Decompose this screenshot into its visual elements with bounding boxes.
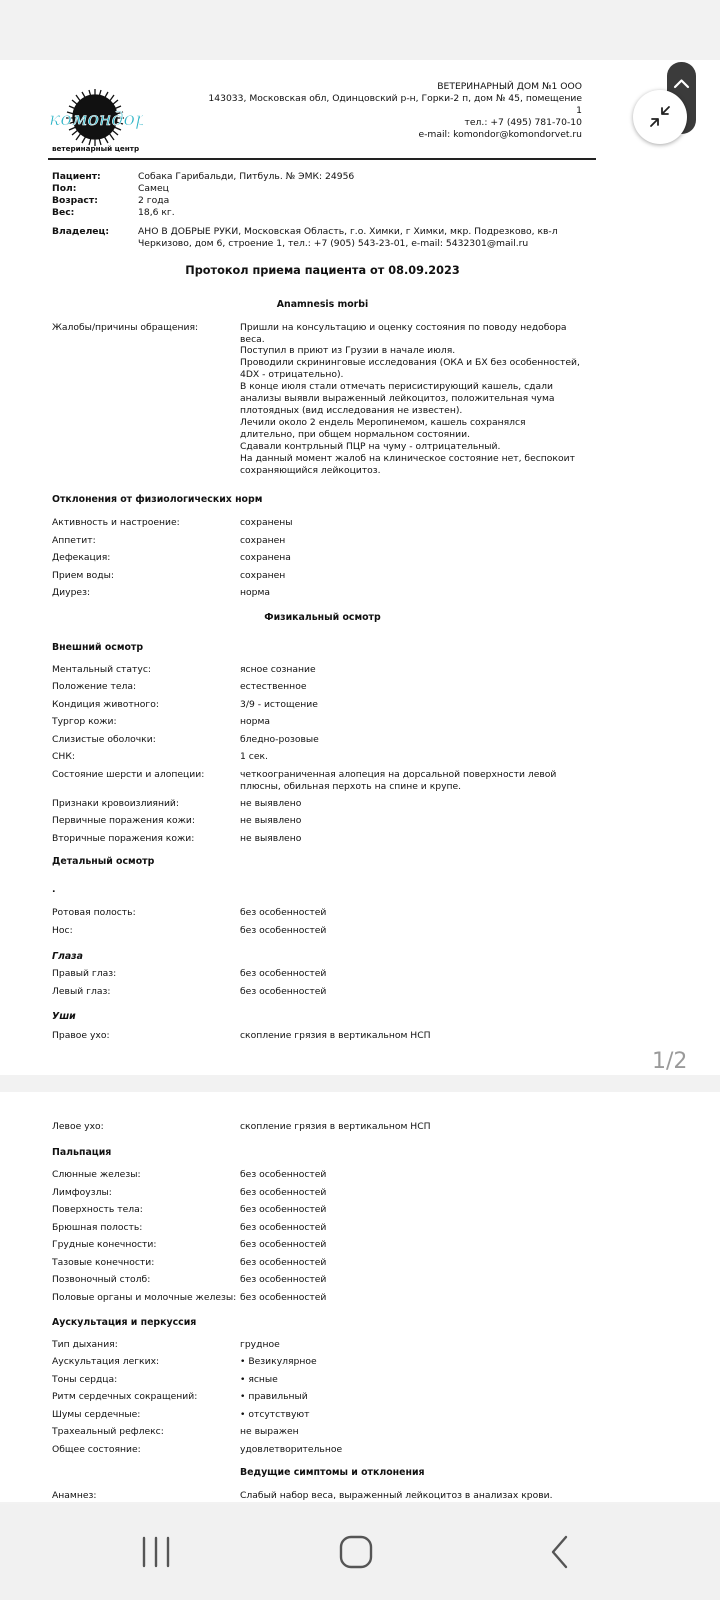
sex-value: Самец: [138, 183, 169, 194]
eye-value: без особенностей: [240, 986, 327, 997]
header-divider: [48, 158, 596, 160]
collapse-button[interactable]: [633, 90, 687, 144]
deviation-value: сохранен: [240, 535, 286, 546]
document-page-1: [0, 60, 720, 1075]
clinic-logo: [48, 85, 143, 157]
auscultation-label: Шумы сердечные:: [52, 1409, 141, 1420]
eye-value: без особенностей: [240, 968, 327, 979]
right-ear-value: скопление грязия в вертикальном НСП: [240, 1030, 431, 1041]
palpation-value: без особенностей: [240, 1169, 327, 1180]
auscultation-label: Тип дыхания:: [52, 1339, 118, 1350]
external-label: СНК:: [52, 751, 75, 762]
clinic-name: ВЕТЕРИНАРНЫЙ ДОМ №1 ООО: [437, 81, 582, 92]
external-value: четкоограниченная алопеция на дорсальной поверхности левой плюсны, обильная перхоть на спине и крупе.: [240, 769, 557, 792]
palpation-label: Брюшная полость:: [52, 1222, 143, 1233]
detailed-value: без особенностей: [240, 907, 327, 918]
document-page-2: [0, 1092, 720, 1502]
auscultation-value: • ясные: [240, 1374, 278, 1385]
auscultation-value: • правильный: [240, 1391, 308, 1402]
palpation-label: Лимфоузлы:: [52, 1187, 112, 1198]
palpation-value: без особенностей: [240, 1187, 327, 1198]
palpation-value: без особенностей: [240, 1292, 327, 1303]
detailed-heading: Детальный осмотр: [52, 856, 155, 867]
auscultation-label: Общее состояние:: [52, 1444, 141, 1455]
external-value: не выявлено: [240, 833, 302, 844]
external-value: естественное: [240, 681, 307, 692]
auscultation-heading: Аускультация и перкуссия: [52, 1317, 197, 1328]
deviation-value: сохранен: [240, 570, 286, 581]
external-label: Состояние шерсти и алопеции:: [52, 769, 205, 780]
left-ear-label: Левое ухо:: [52, 1121, 104, 1132]
palpation-value: без особенностей: [240, 1239, 327, 1250]
leading-anamnesis-label: Анамнез:: [52, 1490, 97, 1501]
palpation-value: без особенностей: [240, 1222, 327, 1233]
external-heading: Внешний осмотр: [52, 642, 144, 653]
detailed-label: Нос:: [52, 925, 73, 936]
system-navbar: [0, 1504, 720, 1600]
protocol-title: Протокол приема пациента от 08.09.2023: [185, 264, 460, 277]
anamnesis-heading: Anamnesis morbi: [276, 299, 369, 310]
palpation-label: Грудные конечности:: [52, 1239, 157, 1250]
palpation-label: Позвоночный столб:: [52, 1274, 151, 1285]
owner-label: Владелец:: [52, 226, 110, 237]
auscultation-value: не выражен: [240, 1426, 299, 1437]
palpation-label: Тазовые конечности:: [52, 1257, 155, 1268]
palpation-label: Половые органы и молочные железы:: [52, 1292, 237, 1303]
external-value: 3/9 - истощение: [240, 699, 318, 710]
ears-heading: Уши: [52, 1011, 76, 1022]
eye-label: Левый глаз:: [52, 986, 111, 997]
external-value: 1 сек.: [240, 751, 268, 762]
detailed-label: Ротовая полость:: [52, 907, 136, 918]
clinic-phone: тел.: +7 (495) 781-70-10: [464, 117, 582, 128]
external-value: ясное сознание: [240, 664, 316, 675]
palpation-label: Слюнные железы:: [52, 1169, 141, 1180]
eyes-heading: Глаза: [52, 951, 83, 962]
external-label: Тургор кожи:: [52, 716, 117, 727]
anamnesis-history: Поступил в приют из Грузии в начале июля. Проводили скрининговые исследования (ОКА и БХ без особенностей, 4DX - отрицательно). В конце июля стали отмечать перисистирующий кашель, сдали анализы выявли выраженный лейкоцитоз, положительная чума плотоядных (вид исследования не известен). Лечили около 2 ендель Меропинемом, кашель сохранялся длительно, при общем нормальном состоянии. Сдавали контрльный ПЦР на чуму - олтрицательный. На данный момент жалоб на клиническое состояние нет, беспокоит сохраняющийся лейкоцитоз.: [240, 345, 580, 476]
deviation-label: Прием воды:: [52, 570, 114, 581]
palpation-value: без особенностей: [240, 1274, 327, 1285]
external-label: Слизистые оболочки:: [52, 734, 156, 745]
auscultation-label: Аускультация легких:: [52, 1356, 160, 1367]
deviation-label: Диурез:: [52, 587, 91, 598]
auscultation-value: грудное: [240, 1339, 280, 1350]
auscultation-value: • Везикулярное: [240, 1356, 317, 1367]
palpation-label: Поверхность тела:: [52, 1204, 143, 1215]
clinic-address: 143033, Московская обл, Одинцовский р-н, Горки-2 п, дом № 45, помещение 1: [208, 93, 582, 116]
external-label: Кондиция животного:: [52, 699, 159, 710]
deviation-value: норма: [240, 587, 271, 598]
deviation-label: Аппетит:: [52, 535, 96, 546]
external-label: Ментальный статус:: [52, 664, 151, 675]
owner-value: АНО В ДОБРЫЕ РУКИ, Московская Область, г.о. Химки, г Химки, мкр. Подрезково, кв-л Черкизово, дом 6, строение 1, тел.: +7 (905) 543-23-01, e-mail: 5432301@mail.ru: [138, 226, 558, 249]
palpation-value: без особенностей: [240, 1257, 327, 1268]
external-value: бледно-розовые: [240, 734, 319, 745]
clinic-email: e-mail: komondor@komondorvet.ru: [418, 129, 582, 140]
physical-heading: Физикальный осмотр: [264, 612, 381, 623]
age-value: 2 года: [138, 195, 170, 206]
auscultation-label: Тоны сердца:: [52, 1374, 118, 1385]
external-label: Признаки кровоизлияний:: [52, 798, 179, 809]
recents-icon[interactable]: [138, 1534, 174, 1570]
weight-value: 18,6 кг.: [138, 207, 175, 218]
logo-caption: ветеринарный центр: [52, 144, 140, 153]
patient-value: Собака Гарибальди, Питбуль. № ЭМК: 24956: [138, 171, 355, 182]
palpation-heading: Пальпация: [52, 1147, 112, 1158]
deviation-label: Активность и настроение:: [52, 517, 180, 528]
auscultation-value: • отсутствуют: [240, 1409, 310, 1420]
complaints-value: Пришли на консультацию и оценку состояния по поводу недобора веса.: [240, 322, 567, 345]
deviation-label: Дефекация:: [52, 552, 111, 563]
right-ear-label: Правое ухо:: [52, 1030, 110, 1041]
complaints-label: Жалобы/причины обращения:: [52, 322, 199, 333]
external-value: норма: [240, 716, 271, 727]
deviation-value: сохранены: [240, 517, 293, 528]
external-label: Первичные поражения кожи:: [52, 815, 195, 826]
svg-text:комондор: комондор: [49, 108, 143, 130]
clinic-header: [200, 81, 582, 141]
leading-anamnesis-value: Слабый набор веса, выраженный лейкоцитоз в анализах крови.: [240, 1490, 553, 1501]
external-label: Положение тела:: [52, 681, 137, 692]
palpation-value: без особенностей: [240, 1204, 327, 1215]
weight-label: Вес:: [52, 207, 75, 218]
patient-label: Пациент:: [52, 171, 101, 182]
page-indicator: 1/2: [652, 1049, 688, 1074]
eye-label: Правый глаз:: [52, 968, 117, 979]
deviations-heading: Отклонения от физиологических норм: [52, 494, 263, 505]
external-value: не выявлено: [240, 815, 302, 826]
auscultation-label: Ритм сердечных сокращений:: [52, 1391, 198, 1402]
back-icon[interactable]: [548, 1534, 572, 1570]
home-icon[interactable]: [338, 1534, 374, 1570]
leading-heading: Ведущие симптомы и отклонения: [240, 1467, 425, 1478]
sex-label: Пол:: [52, 183, 77, 194]
detailed-dot: .: [52, 884, 56, 895]
age-label: Возраст:: [52, 195, 98, 206]
external-value: не выявлено: [240, 798, 302, 809]
deviation-value: сохранена: [240, 552, 291, 563]
left-ear-value: скопление грязия в вертикальном НСП: [240, 1121, 431, 1132]
auscultation-label: Трахеальный рефлекс:: [52, 1426, 164, 1437]
collapse-arrows-icon: [633, 90, 687, 144]
external-label: Вторичные поражения кожи:: [52, 833, 195, 844]
detailed-value: без особенностей: [240, 925, 327, 936]
auscultation-value: удовлетворительное: [240, 1444, 343, 1455]
